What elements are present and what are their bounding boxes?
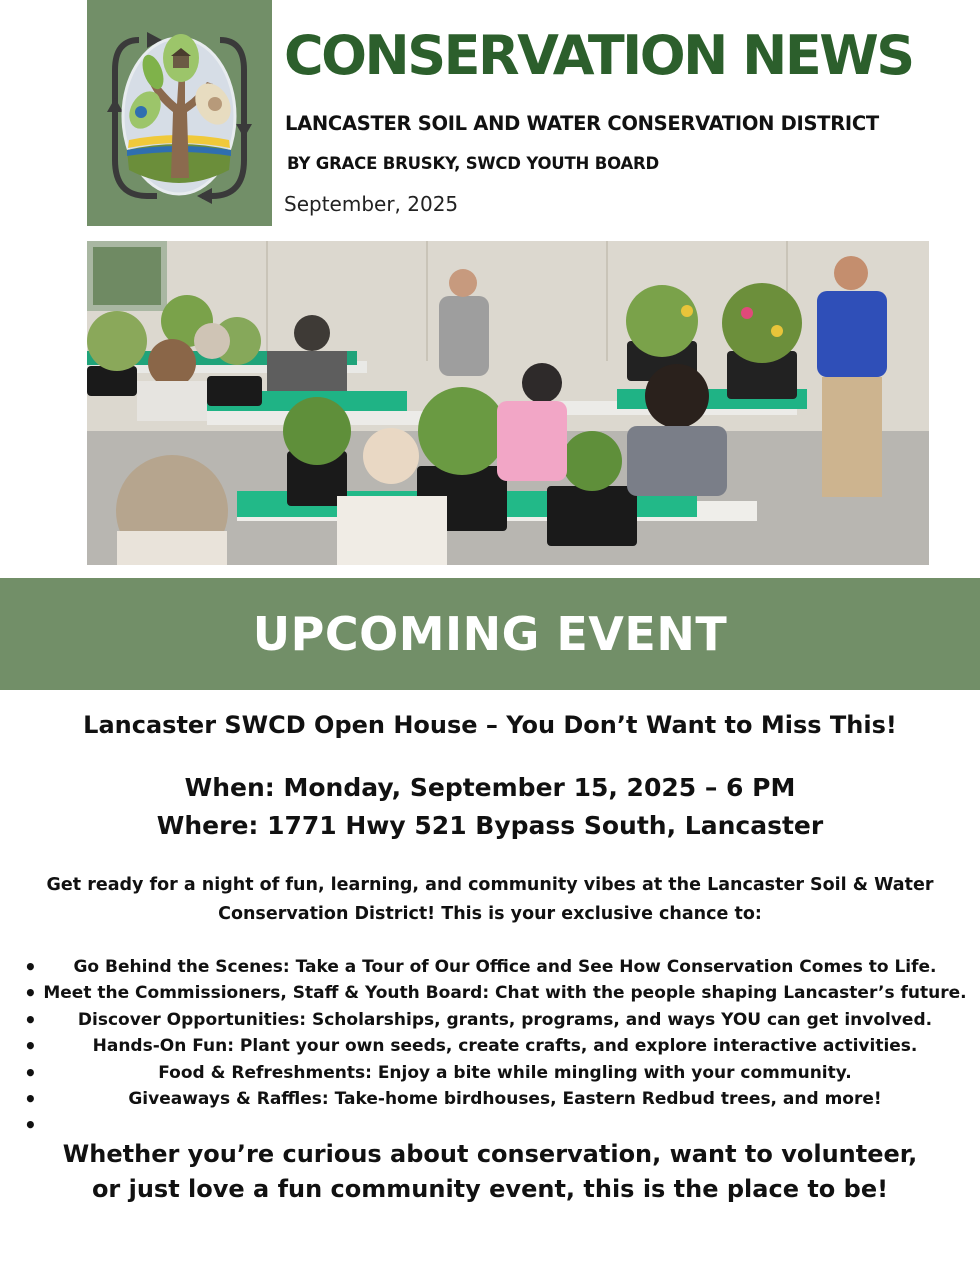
event-headline: Lancaster SWCD Open House – You Don’t Want to Miss This! bbox=[83, 711, 897, 739]
event-intro: Get ready for a night of fun, learning, and community vibes at the Lancaster Soil & Water Conservation District! This is your exclusive chance to: bbox=[46, 875, 934, 924]
list-item: • Food & Refreshments: Enjoy a bite while mingling with your community. bbox=[0, 1060, 980, 1086]
author-byline: BY GRACE BRUSKY, SWCD YOUTH BOARD bbox=[287, 154, 660, 173]
workshop-photo-icon bbox=[87, 241, 929, 565]
section-title: UPCOMING EVENT bbox=[252, 607, 728, 661]
district-name: LANCASTER SOIL AND WATER CONSERVATION DISTRICT bbox=[285, 112, 879, 135]
list-item bbox=[0, 1112, 980, 1138]
event-where: Where: 1771 Hwy 521 Bypass South, Lancaster bbox=[156, 811, 824, 840]
workshop-photo bbox=[87, 241, 929, 565]
event-when: When: Monday, September 15, 2025 – 6 PM bbox=[184, 773, 796, 802]
newsletter-title: CONSERVATION NEWS bbox=[284, 24, 913, 87]
closing-line-2: or just love a fun community event, this is the place to be! bbox=[91, 1175, 889, 1203]
issue-date: September, 2025 bbox=[284, 192, 459, 216]
list-item: • Go Behind the Scenes: Take a Tour of Our Office and See How Conservation Comes to Life. bbox=[0, 954, 980, 980]
closing-statement bbox=[0, 1137, 980, 1207]
closing-line-1: Whether you’re curious about conservation, want to volunteer, bbox=[62, 1140, 918, 1168]
section-banner bbox=[0, 578, 980, 690]
event-bullet-list bbox=[0, 954, 980, 1139]
swcd-tree-logo-icon bbox=[87, 0, 272, 226]
list-item: • Discover Opportunities: Scholarships, grants, programs, and ways YOU can get involved. bbox=[0, 1007, 980, 1033]
list-item: • Meet the Commissioners, Staff & Youth Board: Chat with the people shaping Lancaster’s future. bbox=[0, 980, 980, 1006]
logo-panel bbox=[87, 0, 272, 226]
list-item: • Hands-On Fun: Plant your own seeds, create crafts, and explore interactive activities. bbox=[0, 1033, 980, 1059]
list-item: • Giveaways & Raffles: Take-home birdhouses, Eastern Redbud trees, and more! bbox=[0, 1086, 980, 1112]
